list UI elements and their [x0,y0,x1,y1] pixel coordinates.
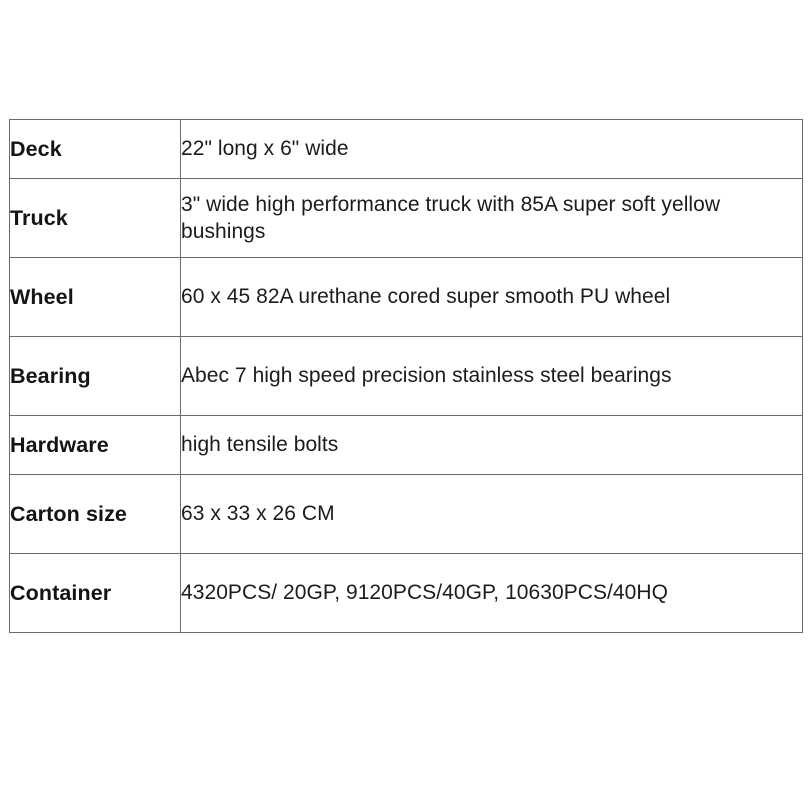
spec-label-bearing: Bearing [10,337,181,416]
spec-table-container [9,119,803,633]
spec-value-container: 4320PCS/ 20GP, 9120PCS/40GP, 10630PCS/40HQ [181,554,803,633]
table-row [10,416,803,475]
spec-label-hardware: Hardware [10,416,181,475]
table-row [10,179,803,258]
spec-label-truck: Truck [10,179,181,258]
spec-label-deck: Deck [10,120,181,179]
spec-value-deck: 22" long x 6" wide [181,120,803,179]
spec-value-hardware: high tensile bolts [181,416,803,475]
table-row [10,475,803,554]
table-body [10,120,803,633]
spec-label-carton-size: Carton size [10,475,181,554]
spec-value-bearing: Abec 7 high speed precision stainless steel bearings [181,337,803,416]
spec-value-carton-size: 63 x 33 x 26 CM [181,475,803,554]
spec-label-wheel: Wheel [10,258,181,337]
spec-value-truck: 3" wide high performance truck with 85A super soft yellow bushings [181,179,803,258]
spec-label-container: Container [10,554,181,633]
table-row [10,258,803,337]
table-row [10,120,803,179]
spec-value-wheel: 60 x 45 82A urethane cored super smooth PU wheel [181,258,803,337]
table-row [10,337,803,416]
product-specification-table [9,119,803,633]
table-row [10,554,803,633]
